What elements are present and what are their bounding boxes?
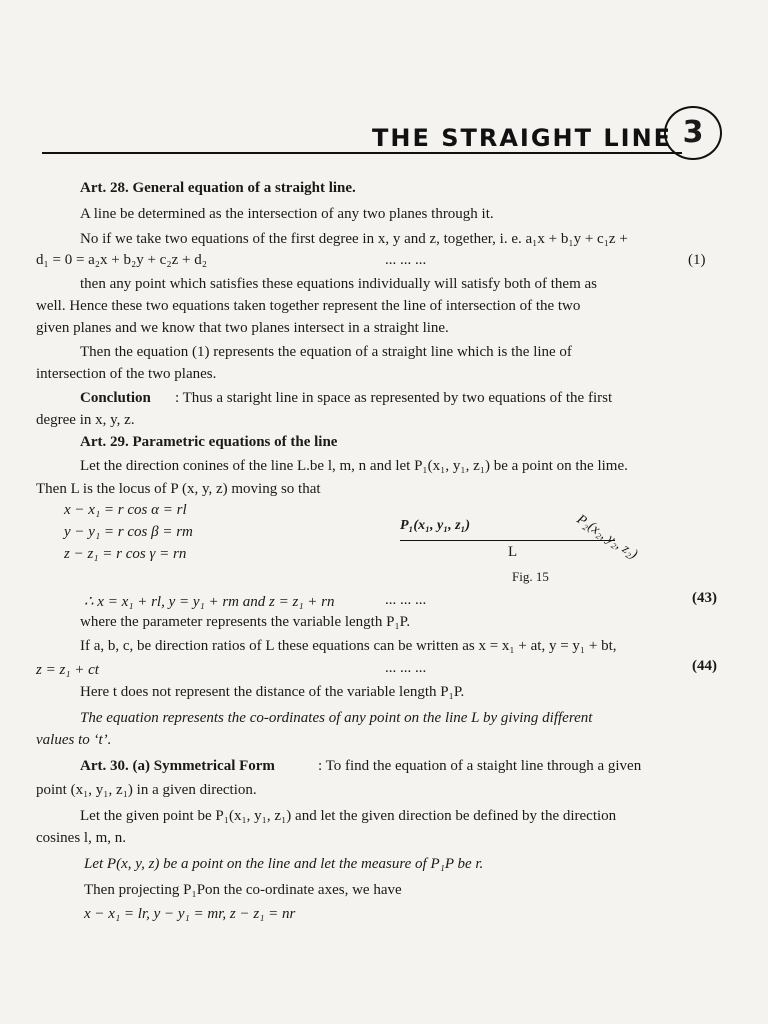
paragraph-line: then any point which satisfies these equations individually will satisfy both of them as (80, 276, 598, 292)
chapter-title: THE STRAIGHT LINE (372, 124, 673, 152)
conclusion-label: Conclution (80, 390, 151, 406)
figure-point-p2: P₂(x₂, y₂, z₂) (573, 512, 641, 563)
paragraph-line: Then projecting P₁Pon the co-ordinate axes, we have (84, 882, 402, 898)
paragraph-line: where the parameter represents the variable length P₁P. (80, 614, 411, 630)
figure-label-L: L (508, 544, 518, 560)
paragraph-line: Then the equation (1) represents the equation of a straight line which is the line of (80, 344, 572, 360)
figure-caption: Fig. 15 (512, 569, 549, 584)
chapter-number-badge: 3 (664, 106, 722, 160)
equation-1: d₁ = 0 = a₂x + b₂y + c₂z + d₂ (36, 252, 207, 268)
ellipsis: ... ... ... (385, 252, 427, 268)
paragraph-line: well. Hence these two equations taken together represent the line of intersection of the two (36, 298, 581, 314)
paragraph-line: Let P(x, y, z) be a point on the line and let the measure of P₁P be r. (84, 856, 484, 872)
figure-line (400, 540, 615, 541)
equation: x − x₁ = r cos α = rl (64, 502, 187, 518)
equation-number: (1) (688, 252, 706, 268)
figure-point-p1: P₁(x₁, y₁, z₁) (400, 518, 471, 533)
header-rule (42, 152, 682, 154)
equation-44: z = z₁ + ct (36, 662, 99, 678)
paragraph-line: If a, b, c, be direction ratios of L these equations can be written as x = x₁ + at, y = y₁ + bt, (80, 638, 617, 654)
equation: y − y₁ = r cos β = rm (64, 524, 193, 540)
paragraph-line: values to ‘t’. (36, 732, 112, 748)
article-29-heading: Art. 29. Parametric equations of the line (80, 434, 338, 450)
paragraph-line: cosines l, m, n. (36, 830, 126, 846)
equation: x − x₁ = lr, y − y₁ = mr, z − z₁ = nr (84, 906, 296, 922)
equation: z − z₁ = r cos γ = rn (64, 546, 187, 562)
article-30-heading: Art. 30. (a) Symmetrical Form (80, 758, 275, 774)
paragraph-line: Here t does not represent the distance of the variable length P₁P. (80, 684, 465, 700)
paragraph-line: : To find the equation of a staight line through a given (318, 758, 642, 774)
paragraph-line: The equation represents the co-ordinates of any point on the line L by giving different (80, 710, 593, 726)
paragraph-line: point (x₁, y₁, z₁) in a given direction. (36, 782, 257, 798)
paragraph-line: Then L is the locus of P (x, y, z) moving so that (36, 481, 321, 497)
ellipsis: ... ... ... (385, 660, 427, 676)
paragraph-line: Let the direction conines of the line L.be l, m, n and let P₁(x₁, y₁, z₁) be a point on the lime. (80, 458, 628, 474)
article-28-heading: Art. 28. General equation of a straight line. (80, 180, 356, 196)
paragraph-line: intersection of the two planes. (36, 366, 217, 382)
paragraph-line: No if we take two equations of the first degree in x, y and z, together, i. e. a₁x + b₁y + c₁z + (80, 231, 628, 247)
paragraph-line: given planes and we know that two planes intersect in a straight line. (36, 320, 449, 336)
paragraph-line: : Thus a staright line in space as represented by two equations of the first (175, 390, 613, 406)
paragraph-line: degree in x, y, z. (36, 412, 135, 428)
equation-number: (43) (692, 590, 717, 606)
ellipsis: ... ... ... (385, 592, 427, 608)
equation-number: (44) (692, 658, 717, 674)
paragraph-line: Let the given point be P₁(x₁, y₁, z₁) and let the given direction be defined by the direction (80, 808, 617, 824)
equation-43: ∴ x = x₁ + rl, y = y₁ + rm and z = z₁ + rn (84, 594, 335, 610)
paragraph-line: A line be determined as the intersection of any two planes through it. (80, 206, 494, 222)
